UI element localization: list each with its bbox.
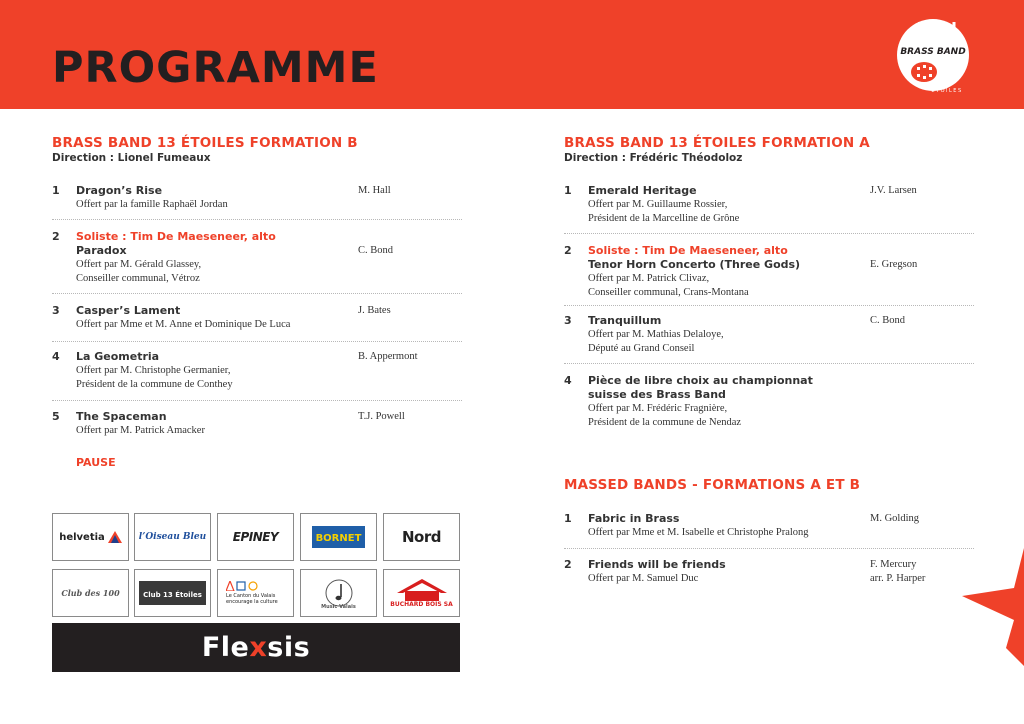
sponsor-name: Nord bbox=[402, 528, 441, 546]
offer-line: Président de la Marcelline de Grône bbox=[588, 213, 740, 224]
programme-item bbox=[52, 410, 462, 444]
composer: E. Gregson bbox=[870, 259, 918, 270]
piece-title: La Geometria bbox=[76, 350, 160, 363]
item-number: 2 bbox=[564, 244, 572, 257]
sponsor-logo-canton-valais bbox=[217, 569, 294, 617]
offer-line: Offert par M. Samuel Duc bbox=[588, 573, 699, 584]
piece-title: Emerald Heritage bbox=[588, 184, 697, 197]
item-number: 4 bbox=[52, 350, 60, 363]
flexsis-accent: x bbox=[249, 632, 268, 663]
sponsor-logo-epiney bbox=[217, 513, 294, 561]
formation-b-title: BRASS BAND 13 ÉTOILES FORMATION B bbox=[52, 135, 358, 151]
offer-line: Président de la commune de Nendaz bbox=[588, 417, 742, 428]
programme-item bbox=[52, 230, 462, 294]
piece-title: The Spaceman bbox=[76, 410, 167, 423]
flexsis-suffix: sis bbox=[267, 632, 311, 663]
offer-line: Offert par Mme et M. Anne et Dominique De Luca bbox=[76, 319, 291, 330]
programme-item bbox=[564, 374, 974, 434]
sponsor-logo-club-100 bbox=[52, 569, 129, 617]
programme-item bbox=[564, 512, 974, 549]
offer-line: Offert par Mme et M. Isabelle et Christophe Pralong bbox=[588, 527, 809, 538]
composer: C. Bond bbox=[358, 245, 394, 256]
offer-line: Offert par la famille Raphaël Jordan bbox=[76, 199, 228, 210]
sponsor-name: helvetia bbox=[59, 531, 105, 543]
offer-line: Offert par M. Patrick Amacker bbox=[76, 425, 205, 436]
sponsor-name: Club 13 Étoiles bbox=[143, 591, 202, 599]
flexsis-prefix: Fle bbox=[201, 632, 250, 663]
page-title: PROGRAMME bbox=[52, 43, 379, 93]
piece-title: Tenor Horn Concerto (Three Gods) bbox=[588, 258, 801, 271]
offer-line: Président de la commune de Conthey bbox=[76, 379, 233, 390]
sponsor-name: Club des 100 bbox=[61, 588, 120, 598]
logo-text: BRASS BAND bbox=[900, 47, 966, 57]
soloist: Soliste : Tim De Maeseneer, alto bbox=[588, 244, 788, 257]
sponsor-logo-oiseau-bleu bbox=[134, 513, 211, 561]
offer-line: Offert par M. Patrick Clivaz, bbox=[588, 273, 710, 284]
formation-a-direction: Direction : Frédéric Théodoloz bbox=[564, 152, 743, 164]
programme-item bbox=[52, 184, 462, 220]
piece-title: Casper’s Lament bbox=[76, 304, 181, 317]
culture-shapes-icon bbox=[226, 581, 260, 591]
offer-line: Offert par M. Mathias Delaloye, bbox=[588, 329, 724, 340]
sponsor-flexsis-banner bbox=[52, 623, 460, 672]
logo-arc-top: TREIZE bbox=[918, 22, 948, 28]
programme-item bbox=[564, 558, 974, 592]
piece-title: Pièce de libre choix au championnat suisse des Brass Band bbox=[588, 374, 813, 401]
item-number: 4 bbox=[564, 374, 572, 387]
item-number: 2 bbox=[564, 558, 572, 571]
item-number: 2 bbox=[52, 230, 60, 243]
programme-item bbox=[564, 184, 974, 234]
composer: T.J. Powell bbox=[358, 411, 405, 422]
item-number: 3 bbox=[52, 304, 60, 317]
massed-bands-title: MASSED BANDS - FORMATIONS A ET B bbox=[564, 477, 861, 493]
sponsor-name: Music Valais bbox=[321, 604, 356, 610]
helvetia-triangle-icon bbox=[108, 531, 122, 543]
programme-item bbox=[52, 350, 462, 401]
sponsor-logo-buchard bbox=[383, 569, 460, 617]
offer-line: Offert par M. Christophe Germanier, bbox=[76, 365, 231, 376]
item-number: 5 bbox=[52, 410, 60, 423]
programme-item bbox=[52, 304, 462, 342]
piece-title: Dragon’s Rise bbox=[76, 184, 163, 197]
offer-line: Député au Grand Conseil bbox=[588, 343, 695, 354]
offer-line: Conseiller communal, Vétroz bbox=[76, 273, 200, 284]
offer-line: Offert par M. Frédéric Fragnière, bbox=[588, 403, 728, 414]
item-number: 1 bbox=[52, 184, 60, 197]
sponsor-name: BORNET bbox=[315, 533, 362, 544]
programme-item bbox=[564, 244, 974, 306]
soloist: Soliste : Tim De Maeseneer, alto bbox=[76, 230, 276, 243]
composer: M. Golding bbox=[870, 513, 920, 524]
arranger: arr. P. Harper bbox=[870, 573, 926, 584]
item-number: 3 bbox=[564, 314, 572, 327]
composer: J. Bates bbox=[358, 305, 391, 316]
offer-line: Offert par M. Guillaume Rossier, bbox=[588, 199, 728, 210]
piece-title: Paradox bbox=[76, 244, 127, 257]
composer: M. Hall bbox=[358, 185, 391, 196]
composer: J.V. Larsen bbox=[870, 185, 917, 196]
sponsor-logo-music bbox=[300, 569, 377, 617]
brass-band-logo bbox=[892, 14, 974, 96]
piece-title: Tranquillum bbox=[588, 314, 662, 327]
pause-label: PAUSE bbox=[76, 456, 116, 469]
item-number: 1 bbox=[564, 184, 572, 197]
sponsor-logo-nord bbox=[383, 513, 460, 561]
sponsor-name: EPINEY bbox=[232, 530, 279, 544]
piece-title: Fabric in Brass bbox=[588, 512, 680, 525]
sponsor-name: Le Canton du Valais encourage la culture bbox=[226, 593, 278, 605]
logo-arc-bottom: ÉTOILES bbox=[931, 88, 963, 94]
sponsor-logo-helvetia bbox=[52, 513, 129, 561]
offer-line: Conseiller communal, Crans-Montana bbox=[588, 287, 749, 298]
composer: B. Appermont bbox=[358, 351, 418, 362]
programme-item bbox=[564, 314, 974, 364]
piece-title: Friends will be friends bbox=[588, 558, 726, 571]
sponsor-name: BUCHARD BOIS SA bbox=[390, 600, 453, 608]
decorative-star-icon bbox=[962, 548, 1024, 666]
item-number: 1 bbox=[564, 512, 572, 525]
formation-b-direction: Direction : Lionel Fumeaux bbox=[52, 152, 211, 164]
offer-line: Offert par M. Gérald Glassey, bbox=[76, 259, 202, 270]
composer: F. Mercury bbox=[870, 559, 917, 570]
sponsor-logo-club-etoiles bbox=[134, 569, 211, 617]
formation-a-title: BRASS BAND 13 ÉTOILES FORMATION A bbox=[564, 135, 870, 151]
roof-icon bbox=[397, 579, 447, 601]
sponsor-name: l’Oiseau Bleu bbox=[138, 532, 207, 542]
sponsor-logo-bornet bbox=[300, 513, 377, 561]
composer: C. Bond bbox=[870, 315, 906, 326]
